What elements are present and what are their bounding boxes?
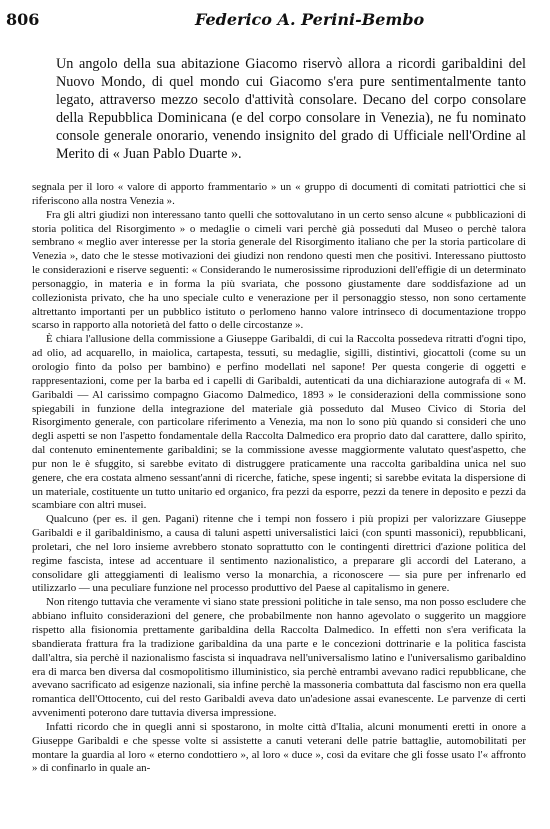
page-header xyxy=(0,0,550,40)
running-title: Federico A. Perini-Bembo xyxy=(195,10,425,29)
footnote-block xyxy=(32,181,526,776)
footnote-paragraph-2: Fra gli altri giudizi non interessano tanto quelli che sottovalutano in un certo senso alcune « pubblicazioni di storia politica del Risorgimento » o medaglie o cimeli vari perchè già posseduti dal Museo o perchè talora sembrano « meglio aver interesse per la storia generale del Risorgimento italiano che per la storia particolare di Venezia », dato che le stesse motivazioni dei giudizi non rendono questi men che positivi. Interessano piuttosto le considerazioni e riserve seguenti: « Considerando le numerosissime riproduzioni dell'effigie di un determinato personaggio, in materia e in forma la più svariata, che possono giustamente dare soddisfazione ad un collezionista privato, che ha uno speciale culto e venerazione per il personaggio stesso, non sono certamente altrettanto importanti per un pubblico istituto o perlomeno hanno valore intrinseco di documentazione troppo scarso in rapporto alla notorietà del fatto o delle circostanze ». xyxy=(32,208,526,332)
intro-paragraph xyxy=(56,55,526,163)
footnote-paragraph-5: Non ritengo tuttavia che veramente vi siano state pressioni politiche in tale senso, ma non posso escludere che abbiano influito considerazioni del genere, che probabilmente non hanno agevolato o suggerito un maggiore rispetto alla fisionomia prettamente garibaldina della Raccolta Dalmedico. In effetti non s'era verificata la sbandierata frattura fra la tradizione garibaldina da una parte e le concezioni dottrinarie e la politica fascista dall'altra, sia perchè il nazionalismo fascista si inquadrava nell'universalismo latino e l'universalismo garibaldino era di marca ben diversa dal cosmopolitismo illuministico, sia perchè entrambi avevano radici repubblicane, che avevano sacrificato ad esigenze nazionali, sia infine perchè la massoneria combattuta dal fascismo non era quella romantica dell'Ottocento, cui del resto Garibaldi aveva dato un'adesione assai evanescente. Le parvenze di certi avvenimenti poterono dare tuttavia diversa impressione. xyxy=(32,596,526,720)
intro-text: Un angolo della sua abitazione Giacomo riservò allora a ricordi garibaldini del Nuovo Mondo, di quel mondo cui Giacomo s'era pure sentimentalmente tanto legato, attraverso mezzo secolo d'attività consolare. Decano del corpo consolare della Repubblica Dominicana (e del corpo consolare in Venezia), ne fu nominato console generale onorario, venendo insignito del grado di Ufficiale nell'Ordine al Merito di « Juan Pablo Duarte ». xyxy=(56,56,526,162)
footnote-paragraph-1: segnala per il loro « valore di apporto frammentario » un « gruppo di documenti di comitati patriottici che si riferiscono alla nostra Venezia ». xyxy=(32,181,526,207)
page-number: 806 xyxy=(6,10,40,29)
footnote-paragraph-6: Infatti ricordo che in quegli anni si spostarono, in molte città d'Italia, alcuni monumenti eretti in onore a Giuseppe Garibaldi e che spesse volte si assistette a canuti veterani delle patrie battaglie, automobilitati per montare la guardia al loro « eterno condottiero », al loro « duce », così da evitare che gli fosse usato l'« affronto » di confinarlo in quale an- xyxy=(32,720,526,775)
footnote-paragraph-3: È chiara l'allusione della commissione a Giuseppe Garibaldi, di cui la Raccolta possedeva ritratti d'ogni tipo, ad olio, ad acquarello, in maiolica, cartapesta, tessuti, su medaglie, sigilli, distintivi, giocattoli (come su un orologio finto da polso per bambino) e perfino modellati nel sapone! Per questa congerie di oggetti e rappresentazioni, come per la barba ed i capelli di Garibaldi, autenticati da una dichiarazione autografa di « M. Garibaldi — Al carissimo compagno Giacomo Dalmedico, 1893 » le considerazioni della commissione sono spiegabili in funzione della integrazione del materiale già posseduto dal Museo Civico di Storia del Risorgimento generale, con particolare riferimento a Venezia, ma non lo sono più quando si consideri che uno degli aspetti se non l'aspetto fondamentale della Raccolta Dalmedico era proprio dato dal carattere, dallo spirito, dal contenuto eminentemente garibaldini; se la commissione avesse maggiormente valutato quest'aspetto, che pur non le è sfuggito, si sarebbe evitato di distruggere praticamente una raccolta garibaldina unica nel suo genere, che era costata almeno sessant'anni di ricerche, fatiche, spese ingenti; si sarebbe evitata la dispersione di un materiale, costituente un tutto unitario ed organico, fra pezzi da esporre, pezzi da tenere in deposito e pezzi da scambiare con altri musei. xyxy=(32,333,526,512)
footnote-paragraph-4: Qualcuno (per es. il gen. Pagani) ritenne che i tempi non fossero i più propizi per valorizzare Giuseppe Garibaldi e il garibaldinismo, a causa di taluni aspetti universalistici laici (con spunti massonici), repubblicani, proletari, che nel loro insieme avrebbero stonato soprattutto con le contingenti direttrici d'azione politica del regime fascista, intese ad accentuare il sentimento nazionalistico, a preparare gli accordi del Laterano, a consolidare gli atteggiamenti di lealismo verso la monarchia, a riconoscere — sia pure per infrenarlo ed utilizzarlo — una peculiare funzione nel processo produttivo del Paese al capitalismo in genere. xyxy=(32,513,526,595)
